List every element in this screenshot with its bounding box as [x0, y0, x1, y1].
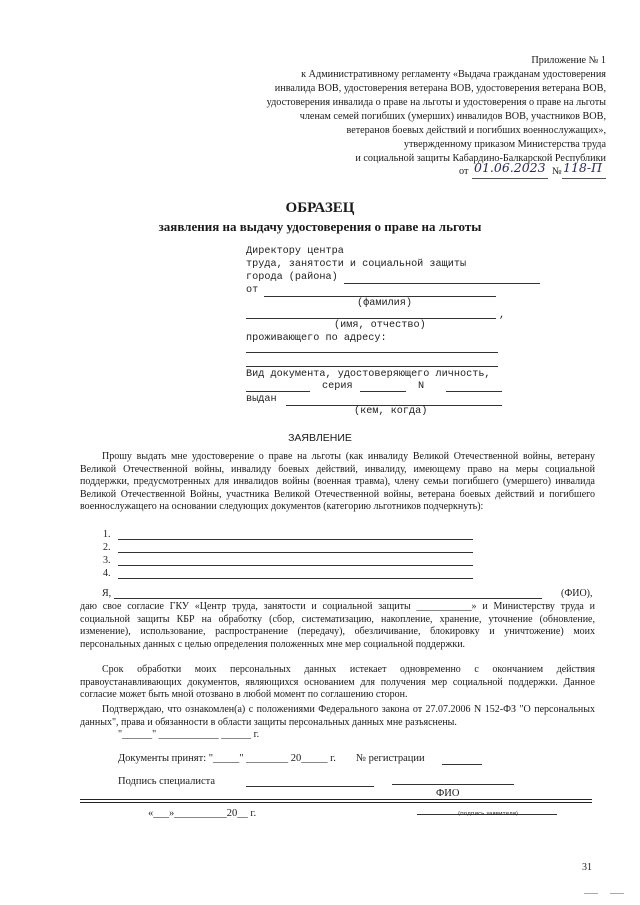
from-label: от	[246, 285, 259, 296]
order-date-label: от	[459, 166, 469, 177]
form-title: ОБРАЗЕЦ	[285, 200, 355, 216]
series-field[interactable]	[360, 391, 406, 392]
footer-divider	[80, 802, 592, 803]
surname-field[interactable]	[264, 296, 496, 297]
confirm-text: Подтверждаю, что ознакомлен(а) с положениями Федерального закона от 27.07.2006 N 152-ФЗ "О персональных данных", права и обязанности в области защиты персональных данных мне разъяснены.	[80, 704, 595, 728]
addressee-line: труда, занятости и социальной защиты	[246, 259, 467, 270]
statement-date: "______" ____________ ______ г.	[118, 729, 260, 740]
term-text: Срок обработки моих персональных данных истекает одновременно с окончанием действия правоустанавливающих документов, являющихся основанием для получения мер социальной поддержки. Данное согласие может быть мной отозвано в любой момент по соглашению сторон.	[80, 664, 595, 701]
addressee-line: Директору центра	[246, 246, 344, 257]
specialist-signature-label: Подпись специалиста	[118, 776, 216, 787]
name-field[interactable]	[246, 318, 496, 319]
statement-heading: ЗАЯВЛЕНИЕ	[288, 432, 352, 444]
specialist-name-field[interactable]	[392, 784, 514, 785]
doc-number-field[interactable]	[446, 391, 502, 392]
confirm-paragraph	[80, 704, 595, 729]
form-subtitle: заявления на выдачу удостоверения о праве на льготы	[158, 219, 482, 234]
term-paragraph	[80, 664, 595, 702]
specialist-signature-field[interactable]	[246, 786, 374, 787]
applicant-signature-hint: (подпись заявителя)	[458, 811, 519, 817]
appendix-line: удостоверения инвалида о праве на льготы и удостоверения о праве на льготы	[266, 97, 606, 108]
page-number: 31	[582, 862, 592, 873]
district-field[interactable]	[344, 283, 540, 284]
doc-list-item-2: 2.	[103, 542, 111, 553]
request-paragraph	[80, 451, 595, 514]
surname-hint: (фамилия)	[357, 298, 413, 309]
doc-type-field[interactable]	[246, 391, 310, 392]
order-date: 01.06.2023	[474, 160, 546, 175]
order-number: 118-П	[563, 160, 602, 175]
doc-list-item-4: 4.	[103, 568, 111, 579]
footer-divider	[80, 799, 592, 800]
doc-list-item-3: 3.	[103, 555, 111, 566]
doc-number-label: N	[418, 381, 425, 392]
consent-paragraph: даю свое согласие ГКУ «Центр труда, занятости и социальной защиты ___________» и Министерству труда и социальной защиты КБР на обработку (сбор, систематизацию, накопление, хранение, уточнение (обновление, изменение), использование, распространение (передачу), обезличивание, блокировку и уничтожение) моих персональных данных с целью определения положенных мне мер социальной поддержки.	[80, 601, 595, 650]
fio-label: (ФИО),	[561, 588, 593, 599]
doc-list-item-1: 1.	[103, 529, 111, 540]
addressee-line: города (района)	[246, 272, 338, 283]
doc-field-1[interactable]	[118, 539, 473, 540]
doc-label: Вид документа, удостоверяющего личность,	[246, 369, 491, 380]
registration-field[interactable]	[442, 764, 482, 765]
issued-hint: (кем, когда)	[354, 406, 428, 417]
doc-field-2[interactable]	[118, 552, 473, 553]
doc-field-4[interactable]	[118, 578, 473, 579]
appendix-line: членам семей погибших (умерших) инвалидов ВОВ, участников ВОВ,	[299, 111, 606, 122]
docs-accepted: Документы принят: "_____" ________ 20_____ г.	[118, 753, 336, 764]
address-label: проживающего по адресу:	[246, 333, 387, 344]
registration-label: № регистрации	[356, 753, 425, 764]
order-number-label: №	[552, 166, 562, 177]
appendix-line: и социальной защиты Кабардино-Балкарской Республики	[355, 153, 606, 164]
specialist-fio-label: ФИО	[436, 788, 460, 799]
series-label: серия	[322, 381, 353, 392]
address-field[interactable]	[246, 366, 498, 367]
i-label: Я,	[102, 588, 112, 599]
fio-field[interactable]	[114, 598, 542, 599]
footer-date: «___»__________20__ г.	[148, 808, 257, 819]
request-text: Прошу выдать мне удостоверение о праве на льготы (как инвалиду Великой Отечественной войны, ветерану Великой Отечественной войны, инвалиду боевых действий, инвалиду, имеющему право на меры социальной поддержки, предусмотренных для инвалидов войны (военная травма), члену семьи погибшего (умершего) инвалида Великой Отечественной Войны, участника Великой Отечественной войны, ветерана боевых действий и погибшего военнослужащего на основании следующих документов (категорию льготников подчеркнуть):	[80, 451, 595, 513]
appendix-line: ветеранов боевых действий и погибших военнослужащих»,	[346, 125, 606, 136]
appendix-line: инвалида ВОВ, удостоверения ветерана ВОВ, удостоверения ветерана ВОВ,	[274, 83, 606, 94]
appendix-line: утвержденному приказом Министерства труда	[403, 139, 606, 150]
name-hint: (имя, отчество)	[334, 320, 426, 331]
appendix-title: Приложение № 1	[531, 55, 606, 66]
appendix-line: к Административному регламенту «Выдача гражданам удостоверения	[301, 69, 606, 80]
address-field[interactable]	[246, 352, 498, 353]
issued-label: выдан	[246, 394, 277, 405]
doc-field-3[interactable]	[118, 565, 473, 566]
